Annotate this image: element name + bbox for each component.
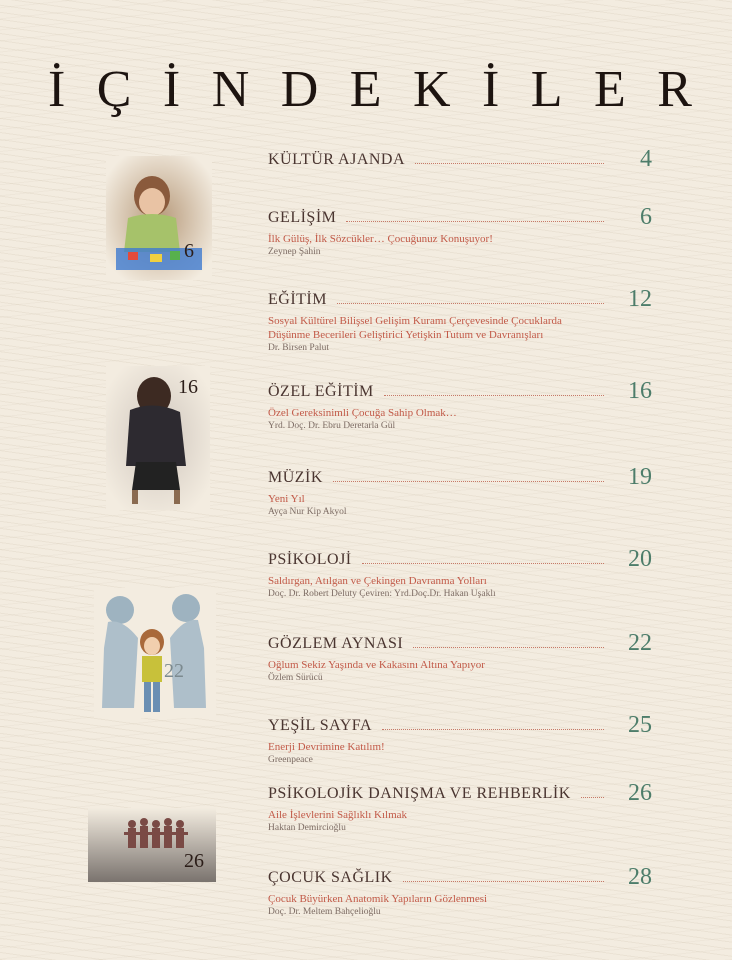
title-letter: D: [280, 61, 319, 118]
child-playing-photo[interactable]: [106, 156, 212, 280]
dot-leader: [382, 729, 604, 730]
page-number: 25: [628, 712, 652, 738]
toc-entry[interactable]: [268, 142, 652, 172]
title-letter: Ç: [96, 61, 132, 118]
section-title: KÜLTÜR AJANDA: [268, 151, 406, 168]
page-number: 26: [628, 780, 652, 806]
toc-entry[interactable]: [268, 200, 652, 258]
article-title: Enerji Devrimine Katılım!: [268, 741, 385, 753]
page-number: 20: [628, 546, 652, 572]
dot-leader: [362, 563, 604, 564]
section-title: GELİŞİM: [268, 209, 337, 226]
dot-leader: [333, 481, 604, 482]
dot-leader: [581, 797, 604, 798]
toc-entry[interactable]: [268, 374, 652, 432]
scolded-child-illustration[interactable]: [94, 588, 216, 718]
sad-girl-photo[interactable]: [106, 366, 210, 510]
toc-entry[interactable]: [268, 776, 652, 834]
dot-leader: [413, 647, 604, 648]
toc-entry[interactable]: [268, 460, 652, 518]
page-number: 19: [628, 464, 652, 490]
photo-page-label: 26: [184, 850, 204, 872]
author: Dr. Birsen Palut: [268, 343, 329, 353]
title-letter: İ: [481, 61, 500, 118]
author: Zeynep Şahin: [268, 247, 321, 257]
article-title: İlk Gülüş, İlk Sözcükler… Çocuğunuz Konuşuyor!: [268, 233, 493, 245]
article-title: Oğlum Sekiz Yaşında ve Kakasını Altına Yapıyor: [268, 659, 485, 671]
photo-page-label: 22: [164, 660, 184, 682]
toc-entry[interactable]: [268, 542, 652, 600]
article-title: Saldırgan, Atılgan ve Çekingen Davranma Yolları: [268, 575, 487, 587]
title-letter: E: [593, 61, 626, 118]
author: Ayça Nur Kip Akyol: [268, 507, 347, 517]
page-number: 22: [628, 630, 652, 656]
dot-leader: [337, 303, 604, 304]
title-letter: N: [211, 61, 250, 118]
dot-leader: [415, 163, 604, 164]
section-title: PSİKOLOJİK DANIŞMA VE REHBERLİK: [268, 785, 571, 802]
dot-leader: [384, 395, 604, 396]
title-letter: R: [657, 61, 692, 118]
dot-leader: [346, 221, 604, 222]
photo-page-label: 16: [178, 376, 198, 398]
toc-entry[interactable]: [268, 282, 652, 354]
page-number: 16: [628, 378, 652, 404]
article-title: Özel Gereksinimli Çocuğa Sahip Olmak…: [268, 407, 457, 419]
article-title: Aile İşlevlerini Sağlıklı Kılmak: [268, 809, 408, 821]
toc-entry[interactable]: [268, 860, 652, 918]
author: Doç. Dr. Meltem Bahçelioğlu: [268, 907, 381, 917]
paper-family-chain-photo[interactable]: [88, 808, 216, 882]
section-title: MÜZİK: [268, 469, 323, 486]
article-title-line2: Düşünme Becerileri Geliştirici Yetişkin Tutum ve Davranışları: [268, 329, 544, 341]
article-title: Çocuk Büyürken Anatomik Yapıların Gözlenmesi: [268, 893, 488, 905]
dot-leader: [403, 881, 604, 882]
section-title: YEŞİL SAYFA: [268, 717, 373, 734]
page-number: 28: [628, 864, 652, 890]
page-number: 6: [640, 204, 652, 230]
section-title: EĞİTİM: [268, 291, 327, 308]
title-letter: İ: [162, 61, 181, 118]
page-title: [0, 60, 732, 120]
title-letter: K: [412, 61, 451, 118]
section-title: ÇOCUK SAĞLIK: [268, 869, 393, 886]
toc-entry[interactable]: [268, 708, 652, 766]
page-number: 4: [640, 146, 652, 172]
author: Doç. Dr. Robert Deluty Çeviren: Yrd.Doç.Dr. Hakan Uşaklı: [268, 589, 496, 599]
author: Greenpeace: [268, 755, 313, 765]
section-title: PSİKOLOJİ: [268, 551, 352, 568]
author: Haktan Demircioğlu: [268, 823, 346, 833]
page-number: 12: [628, 286, 652, 312]
author: Özlem Sürücü: [268, 673, 323, 683]
author: Yrd. Doç. Dr. Ebru Deretarla Gül: [268, 421, 396, 431]
title-letter: E: [349, 61, 382, 118]
title-letter: İ: [48, 61, 66, 118]
toc-entry[interactable]: [268, 626, 652, 684]
article-title: Sosyal Kültürel Bilişsel Gelişim Kuramı Çerçevesinde Çocuklarda: [268, 315, 562, 327]
title-letter: L: [530, 61, 563, 118]
section-title: GÖZLEM AYNASI: [268, 635, 404, 652]
section-title: ÖZEL EĞİTİM: [268, 383, 374, 400]
photo-page-label: 6: [184, 240, 194, 262]
article-title: Yeni Yıl: [268, 493, 305, 505]
